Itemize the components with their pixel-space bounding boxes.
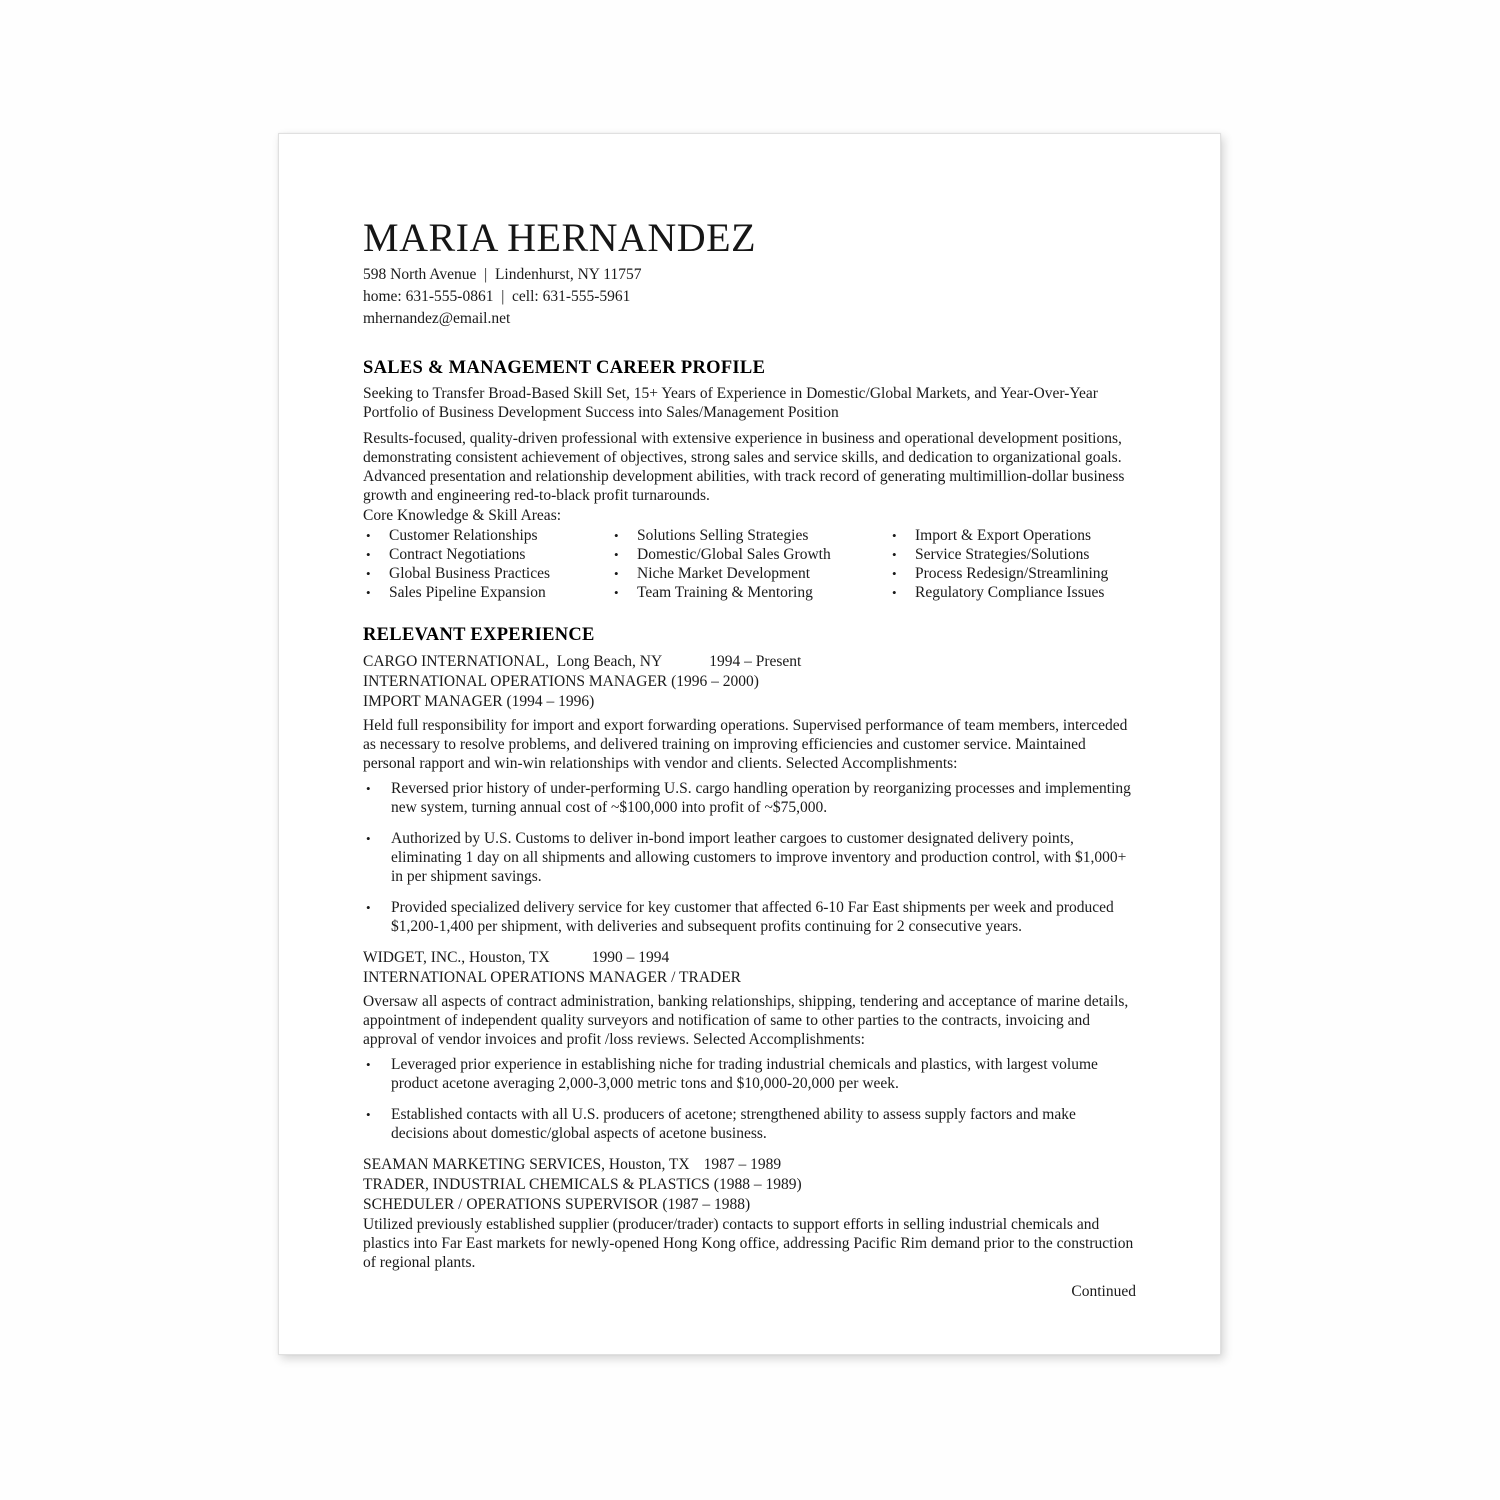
job-entry [363, 1155, 1136, 1272]
skill-label: Regulatory Compliance Issues [915, 584, 1105, 601]
jobs-list [363, 652, 1136, 1272]
skill-label: Solutions Selling Strategies [637, 527, 809, 544]
skill-item [611, 564, 889, 583]
skill-item [363, 583, 611, 602]
skill-label: Process Redesign/Streamlining [915, 565, 1109, 582]
bullet-icon: • [892, 528, 897, 543]
job-title: IMPORT MANAGER (1994 – 1996) [363, 693, 595, 710]
job-title: SCHEDULER / OPERATIONS SUPERVISOR (1987 – 1988) [363, 1196, 751, 1213]
skill-item [363, 545, 611, 564]
accomplishment-text: Leveraged prior experience in establishing niche for trading industrial chemicals and plastics, with largest volume product acetone averaging 2,000-3,000 metric tons and $10,000-20,000 per week. [391, 1056, 1098, 1092]
continued-note: Continued [1071, 1283, 1136, 1300]
accomplishment-item [363, 1055, 1136, 1093]
skills-column [611, 526, 889, 602]
bullet-icon: • [892, 585, 897, 600]
company-name: SEAMAN MARKETING SERVICES, Houston, TX [363, 1156, 690, 1173]
job-dates: 1990 – 1994 [591, 949, 670, 966]
bullet-icon: • [892, 547, 897, 562]
accomplishment-item [363, 898, 1136, 936]
job-entry [363, 948, 1136, 1143]
section-heading-relevant-experience: RELEVANT EXPERIENCE [363, 625, 595, 645]
job-title: TRADER, INDUSTRIAL CHEMICALS & PLASTICS (1988 – 1989) [363, 1176, 802, 1193]
skill-label: Import & Export Operations [915, 527, 1092, 544]
accomplishment-item [363, 829, 1136, 886]
accomplishment-text: Authorized by U.S. Customs to deliver in-bond import leather cargoes to customer designated delivery points, eliminating 1 day on all shipments and allowing customers to improve inventory and production control, with $1,000+ in per shipment savings. [391, 830, 1127, 885]
skill-item [889, 526, 1136, 545]
accomplishment-item [363, 1105, 1136, 1143]
bullet-icon: • [366, 781, 371, 796]
skill-label: Sales Pipeline Expansion [389, 584, 546, 601]
job-description: Oversaw all aspects of contract administration, banking relationships, shipping, tendering and acceptance of marine details, appointment of independent quality surveyors and notification of same to other parties to the contracts, invoicing and approval of vendor invoices and profit /loss reviews. Selected Accomplishments: [363, 993, 1129, 1048]
skills-column [363, 526, 611, 602]
company-line [363, 1155, 1136, 1175]
career-profile-section [363, 357, 1136, 602]
job-title: INTERNATIONAL OPERATIONS MANAGER (1996 – 2000) [363, 673, 759, 690]
bullet-icon: • [366, 585, 371, 600]
job-title: INTERNATIONAL OPERATIONS MANAGER / TRADER [363, 969, 742, 986]
bullet-icon: • [366, 831, 371, 846]
skill-item [889, 545, 1136, 564]
relevant-experience-section [363, 624, 1136, 1272]
bullet-icon: • [614, 528, 619, 543]
skill-item [611, 583, 889, 602]
accomplishment-item [363, 779, 1136, 817]
bullet-icon: • [366, 1107, 371, 1122]
skill-label: Contract Negotiations [389, 546, 526, 563]
accomplishment-text: Established contacts with all U.S. producers of acetone; strengthened ability to assess supply factors and make decisions about domestic/global aspects of acetone business. [391, 1106, 1076, 1142]
job-description: Held full responsibility for import and export forwarding operations. Supervised performance of team members, interceded as necessary to resolve problems, and delivered training on improving efficiencies and customer service. Maintained personal rapport and win-win relationships with vendor and clients. Selected Accomplishments: [363, 717, 1128, 772]
bullet-icon: • [614, 585, 619, 600]
job-dates: 1987 – 1989 [703, 1156, 782, 1173]
company-name: CARGO INTERNATIONAL, Long Beach, NY [363, 653, 663, 670]
skill-label: Team Training & Mentoring [637, 584, 813, 601]
bullet-icon: • [614, 547, 619, 562]
profile-objective: Seeking to Transfer Broad-Based Skill Set, 15+ Years of Experience in Domestic/Global Markets, and Year-Over-Year Portfolio of Business Development Success into Sales/Management Position [363, 385, 1098, 421]
skill-item [889, 564, 1136, 583]
accomplishments-list [363, 1055, 1136, 1143]
skill-item [611, 526, 889, 545]
bullet-icon: • [366, 900, 371, 915]
contact-address: 598 North Avenue | Lindenhurst, NY 11757 [363, 266, 642, 283]
contact-email: mhernandez@email.net [363, 310, 511, 327]
skills-label: Core Knowledge & Skill Areas: [363, 507, 562, 524]
skills-grid [363, 526, 1136, 602]
bullet-icon: • [366, 528, 371, 543]
bullet-icon: • [892, 566, 897, 581]
contact-phones: home: 631-555-0861 | cell: 631-555-5961 [363, 288, 631, 305]
skill-item [363, 526, 611, 545]
person-name: MARIA HERNANDEZ [363, 215, 757, 260]
resume-page [278, 133, 1221, 1355]
skill-item [363, 564, 611, 583]
skill-item [889, 583, 1136, 602]
skill-label: Service Strategies/Solutions [915, 546, 1090, 563]
skill-label: Domestic/Global Sales Growth [637, 546, 831, 563]
job-dates: 1994 – Present [709, 653, 802, 670]
company-line [363, 652, 1136, 672]
job-entry [363, 652, 1136, 936]
skills-column [889, 526, 1136, 602]
skill-label: Niche Market Development [637, 565, 811, 582]
resume-header [363, 216, 1136, 330]
section-heading-career-profile: SALES & MANAGEMENT CAREER PROFILE [363, 358, 766, 378]
accomplishment-text: Provided specialized delivery service for key customer that affected 6-10 Far East shipments per week and produced $1,200-1,400 per shipment, with deliveries and subsequent profits continuing for 2 consecutive years. [391, 899, 1114, 935]
bullet-icon: • [366, 566, 371, 581]
job-description: Utilized previously established supplier (producer/trader) contacts to support efforts in selling industrial chemicals and plastics into Far East markets for newly-opened Hong Kong office, addressing Pacific Rim demand prior to the construction of regional plants. [363, 1216, 1134, 1271]
bullet-icon: • [366, 1057, 371, 1072]
company-name: WIDGET, INC., Houston, TX [363, 949, 550, 966]
skill-label: Customer Relationships [389, 527, 538, 544]
skill-label: Global Business Practices [389, 565, 551, 582]
skill-item [611, 545, 889, 564]
bullet-icon: • [614, 566, 619, 581]
accomplishments-list [363, 779, 1136, 936]
bullet-icon: • [366, 547, 371, 562]
company-line [363, 948, 1136, 968]
accomplishment-text: Reversed prior history of under-performing U.S. cargo handling operation by reorganizing processes and implementing new system, turning annual cost of ~$100,000 into profit of ~$75,000. [391, 780, 1131, 816]
profile-summary: Results-focused, quality-driven professional with extensive experience in business and operational development positions, demonstrating consistent achievement of objectives, strong sales and service skills, and dedication to organizational goals. Advanced presentation and relationship development abilities, with track record of generating multimillion-dollar business growth and engineering red-to-black profit turnarounds. [363, 430, 1125, 504]
